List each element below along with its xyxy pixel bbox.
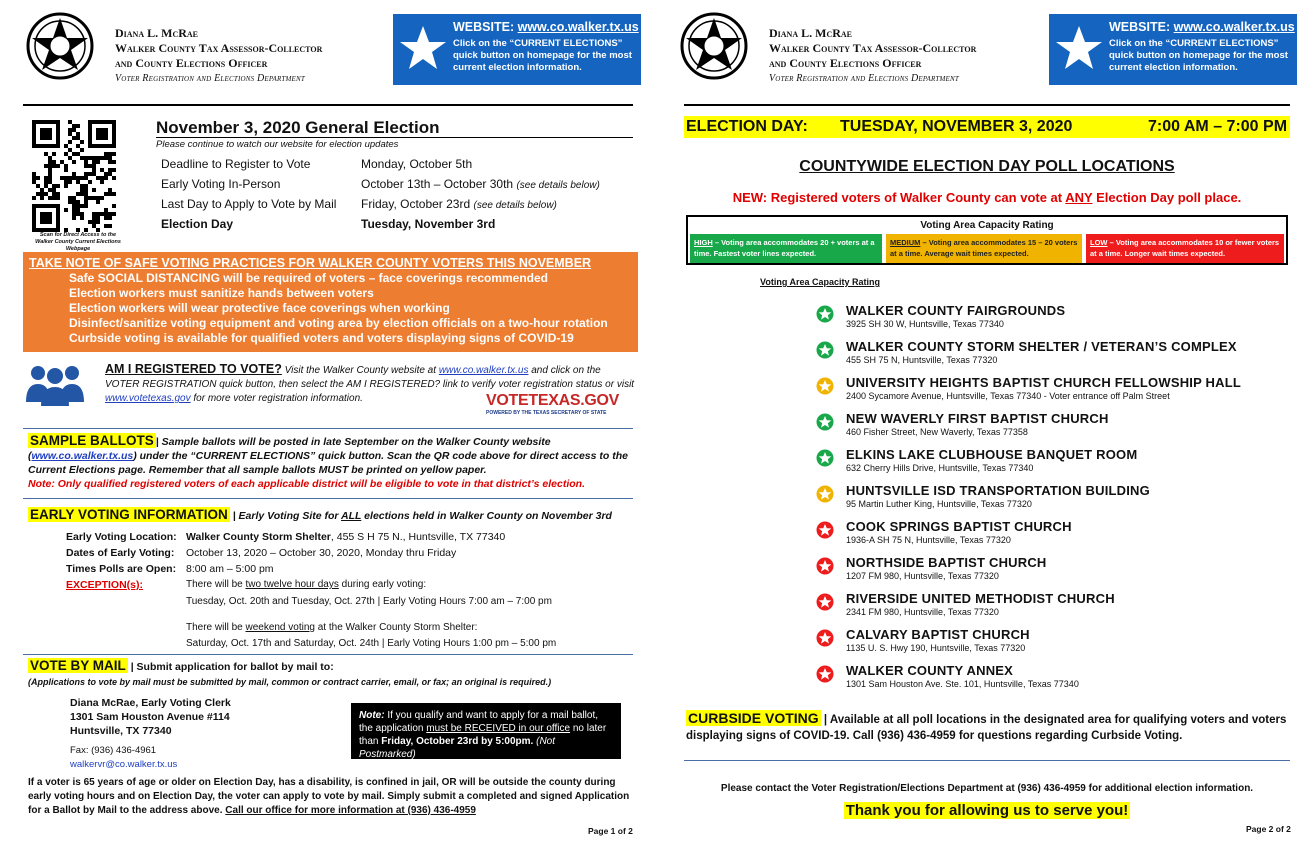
exception-line bbox=[186, 622, 477, 633]
poll-location-name: WALKER COUNTY FAIRGROUNDS bbox=[846, 303, 1066, 318]
date-value-text: Friday, October 23rd bbox=[361, 197, 471, 211]
am-registered-body: Visit the Walker County website at bbox=[284, 365, 437, 376]
early-row-label: Times Polls are Open: bbox=[66, 563, 177, 575]
poll-location bbox=[846, 339, 1314, 366]
website-label: WEBSITE: bbox=[453, 20, 515, 34]
countywide-title: COUNTYWIDE ELECTION DAY POLL LOCATIONS bbox=[799, 158, 1175, 175]
poll-location-address: 1936-A SH 75 N, Huntsville, Texas 77320 bbox=[846, 535, 1011, 545]
official-title-2: and County Elections Officer bbox=[769, 56, 922, 70]
capacity-low-label: LOW bbox=[1090, 238, 1108, 247]
date-value-text: Tuesday, November 3rd bbox=[361, 217, 496, 231]
safety-title: TAKE NOTE OF SAFE VOTING PRACTICES FOR WALKER COUNTY VOTERS THIS NOVEMBER bbox=[29, 256, 592, 270]
qr-caption: Scan for Direct Access to the Walker County Current Elections Webpage bbox=[35, 232, 121, 252]
poll-location bbox=[846, 627, 1314, 654]
eligibility-body: If a voter is 65 years of age or older on Election Day, has a disability, is confined in jail, OR will be outside the county during early voting hours and on Election Day, the voter can apply to vote by mail. Simply submit a completed and signed Application for a Ballot by Mail to the address above. bbox=[28, 777, 630, 816]
department: Voter Registration and Elections Department bbox=[115, 73, 305, 84]
rating-star-icon bbox=[816, 557, 834, 575]
thanks-row bbox=[672, 802, 1302, 820]
website-box[interactable] bbox=[393, 14, 641, 85]
poll-location-name: NORTHSIDE BAPTIST CHURCH bbox=[846, 555, 1047, 570]
exception-line: Saturday, Oct. 17th and Saturday, Oct. 24th | Early Voting Hours 1:00 pm – 5:00 pm bbox=[186, 638, 557, 649]
new-notice bbox=[672, 190, 1302, 205]
star-icon bbox=[399, 24, 447, 72]
poll-location bbox=[846, 555, 1314, 582]
rating-star-icon bbox=[816, 341, 834, 359]
early-voting-heading-row bbox=[28, 508, 633, 523]
exception-text: weekend voting bbox=[245, 622, 315, 633]
new-notice-any: ANY bbox=[1065, 190, 1093, 205]
am-registered-body: and click on the VOTER REGISTRATION quick button, then select the AM I REGISTERED? link to verify voter registration status or visit bbox=[105, 365, 635, 390]
note-label: Note: bbox=[359, 710, 385, 721]
poll-location-name: ELKINS LAKE CLUBHOUSE BANQUET ROOM bbox=[846, 447, 1138, 462]
title-divider bbox=[156, 137, 633, 138]
am-registered-body: for more voter registration information. bbox=[193, 393, 363, 404]
page-number: Page 2 of 2 bbox=[1246, 824, 1291, 834]
website-note: Click on the “CURRENT ELECTIONS” quick button on homepage for the most current election information. bbox=[453, 38, 632, 73]
poll-location-name: COOK SPRINGS BAPTIST CHURCH bbox=[846, 519, 1072, 534]
official-name: Diana L. McRae bbox=[769, 26, 852, 40]
date-label: Early Voting In-Person bbox=[161, 177, 281, 191]
early-location-address: , 455 S H 75 N., Huntsville, TX 77340 bbox=[330, 531, 506, 543]
header-divider bbox=[23, 104, 633, 106]
sample-ballots-section bbox=[28, 434, 633, 491]
safety-box bbox=[23, 252, 638, 352]
rating-star-icon bbox=[816, 485, 834, 503]
exceptions-label: EXCEPTION(s): bbox=[66, 579, 144, 591]
star-icon bbox=[1055, 24, 1103, 72]
rating-star-icon bbox=[816, 413, 834, 431]
header-divider bbox=[684, 104, 1290, 106]
note-deadline: Friday, October 23rd by 5:00pm. bbox=[381, 736, 534, 747]
rating-star-icon bbox=[816, 665, 834, 683]
votetexas-logo-text: VOTETEXAS.GOV bbox=[486, 392, 620, 409]
election-day-date: TUESDAY, NOVEMBER 3, 2020 bbox=[840, 118, 1073, 135]
official-title-1: Walker County Tax Assessor-Collector bbox=[115, 41, 323, 55]
early-row-value: October 13, 2020 – October 30, 2020, Monday thru Friday bbox=[186, 547, 457, 559]
poll-location-address: 2400 Sycamore Avenue, Huntsville, Texas 77340 - Voter entrance off Palm Street bbox=[846, 391, 1170, 401]
poll-location-address: 95 Martin Luther King, Huntsville, Texas 77320 bbox=[846, 499, 1032, 509]
exception-text: There will be bbox=[186, 579, 246, 590]
date-label: Last Day to Apply to Vote by Mail bbox=[161, 197, 337, 211]
early-row-value bbox=[186, 531, 505, 543]
header-text bbox=[115, 26, 322, 86]
safety-item: Curbside voting is available for qualified voters and voters displaying signs of COVID-19 bbox=[69, 331, 574, 345]
exception-line bbox=[186, 579, 426, 590]
safety-item: Election workers must sanitize hands between voters bbox=[69, 286, 374, 300]
thanks-text: Thank you for allowing us to serve you! bbox=[845, 802, 1129, 819]
curbside-heading: CURBSIDE VOTING bbox=[688, 710, 819, 726]
mail-contact bbox=[70, 744, 177, 772]
sample-ballots-heading: SAMPLE BALLOTS bbox=[30, 433, 154, 448]
section-divider bbox=[23, 428, 633, 429]
date-value-text: October 13th – October 30th bbox=[361, 177, 514, 191]
qr-code-icon[interactable] bbox=[32, 120, 116, 232]
section-divider bbox=[23, 498, 633, 499]
note-text: must be RECEIVED in our office bbox=[426, 723, 571, 734]
election-day-bar bbox=[684, 116, 1290, 138]
election-day-hours: 7:00 AM – 7:00 PM bbox=[1148, 118, 1288, 135]
date-label: Election Day bbox=[161, 217, 234, 231]
early-voting-sub: elections held in Walker County on November 3rd bbox=[361, 510, 612, 522]
poll-location-name: RIVERSIDE UNITED METHODIST CHURCH bbox=[846, 591, 1115, 606]
new-notice-text: Election Day poll place. bbox=[1092, 190, 1242, 205]
vote-by-mail-note: (Applications to vote by mail must be submitted by mail, common or contract carrier, email, or fax; an original is required.) bbox=[28, 677, 552, 687]
poll-location-name: HUNTSVILLE ISD TRANSPORTATION BUILDING bbox=[846, 483, 1150, 498]
county-seal-icon bbox=[680, 12, 748, 80]
poll-location-name: UNIVERSITY HEIGHTS BAPTIST CHURCH FELLOWSHIP HALL bbox=[846, 375, 1242, 390]
vote-by-mail-heading-row bbox=[28, 659, 633, 674]
page-number: Page 1 of 2 bbox=[588, 826, 633, 836]
date-value bbox=[361, 197, 557, 211]
contact-text: Please contact the Voter Registration/Elections Department at (936) 436-4959 for additional election information. bbox=[720, 783, 1254, 794]
early-voting-heading: EARLY VOTING INFORMATION bbox=[30, 507, 228, 522]
website-box[interactable] bbox=[1049, 14, 1297, 85]
early-row-label: Early Voting Location: bbox=[66, 531, 177, 543]
exception-text: at the Walker County Storm Shelter: bbox=[314, 622, 478, 633]
capacity-high-text: – Voting area accommodates 20 + voters at a time. Fastest voter lines expected. bbox=[694, 238, 875, 258]
poll-location-address: 1135 U. S. Hwy 190, Huntsville, Texas 77320 bbox=[846, 643, 1026, 653]
page-2 bbox=[672, 0, 1312, 863]
early-voting-sub: | Early Voting Site for bbox=[232, 510, 342, 522]
capacity-high-label: HIGH bbox=[694, 238, 713, 247]
mail-eligibility-text bbox=[28, 776, 638, 818]
capacity-low-text: – Voting area accommodates 10 or fewer voters at a time. Longer wait times expected. bbox=[1090, 238, 1280, 258]
capacity-medium-label: MEDIUM bbox=[890, 238, 921, 247]
mail-address-line: 1301 Sam Houston Avenue #114 bbox=[70, 711, 230, 723]
exception-line: Tuesday, Oct. 20th and Tuesday, Oct. 27th | Early Voting Hours 7:00 am – 7:00 pm bbox=[186, 596, 552, 607]
exception-text: two twelve hour days bbox=[245, 579, 339, 590]
people-icon bbox=[24, 362, 86, 406]
date-value-text: Monday, October 5th bbox=[361, 157, 473, 171]
poll-location-address: 3925 SH 30 W, Huntsville, Texas 77340 bbox=[846, 319, 1004, 329]
call-office-link[interactable]: Call our office for more information at (936) 436-4959 bbox=[225, 805, 476, 816]
poll-location bbox=[846, 663, 1314, 690]
county-seal-icon bbox=[26, 12, 94, 80]
exception-text: during early voting: bbox=[338, 579, 427, 590]
mail-deadline-note bbox=[351, 703, 621, 759]
poll-location-name: WALKER COUNTY STORM SHELTER / VETERAN’S COMPLEX bbox=[846, 339, 1237, 354]
rating-star-icon bbox=[816, 521, 834, 539]
poll-location-name: CALVARY BAPTIST CHURCH bbox=[846, 627, 1030, 642]
website-label: WEBSITE: bbox=[1109, 20, 1171, 34]
poll-location-address: 1207 FM 980, Huntsville, Texas 77320 bbox=[846, 571, 999, 581]
mail-address-line: Huntsville, TX 77340 bbox=[70, 725, 172, 737]
vote-by-mail-sub: | Submit application for ballot by mail to: bbox=[130, 661, 334, 673]
poll-location-address: 632 Cherry Hills Drive, Huntsville, Texas 77340 bbox=[846, 463, 1034, 473]
email-link[interactable]: walkervr@co.walker.tx.us bbox=[70, 759, 178, 770]
safety-item: Safe SOCIAL DISTANCING will be required of voters – face coverings recommended bbox=[69, 271, 549, 285]
poll-location bbox=[846, 519, 1314, 546]
note-text: If you qualify and want to apply for a mail ballot, the application bbox=[359, 710, 599, 734]
mail-address bbox=[70, 696, 231, 738]
date-value bbox=[361, 157, 472, 171]
county-website-link[interactable]: www.co.walker.tx.us bbox=[438, 365, 529, 376]
website-link[interactable]: www.co.walker.tx.us bbox=[1173, 20, 1295, 34]
mail-address-line: Diana McRae, Early Voting Clerk bbox=[70, 697, 231, 709]
safety-item: Election workers will wear protective face coverings when working bbox=[69, 301, 450, 315]
date-value bbox=[361, 217, 495, 231]
fax-number: Fax: (936) 436-4961 bbox=[70, 745, 157, 756]
exception-text: There will be bbox=[186, 622, 246, 633]
note-text: (Not Postmarked) bbox=[359, 736, 556, 760]
website-note: Click on the “CURRENT ELECTIONS” quick button on homepage for the most current election information. bbox=[1109, 38, 1288, 73]
capacity-rating-label: Voting Area Capacity Rating bbox=[760, 277, 881, 287]
page-1 bbox=[18, 0, 658, 863]
poll-location-name: NEW WAVERLY FIRST BAPTIST CHURCH bbox=[846, 411, 1109, 426]
poll-location-address: 1301 Sam Houston Ave. Ste. 101, Huntsville, Texas 77340 bbox=[846, 679, 1079, 689]
election-subtitle: Please continue to watch our website for election updates bbox=[156, 139, 399, 150]
sample-ballots-link[interactable]: www.co.walker.tx.us bbox=[31, 450, 134, 462]
votetexas-logo-sub: POWERED BY THE TEXAS SECRETARY OF STATE bbox=[486, 410, 607, 416]
election-title: November 3, 2020 General Election bbox=[156, 118, 440, 137]
official-title-1: Walker County Tax Assessor-Collector bbox=[769, 41, 977, 55]
votetexas-link[interactable]: www.votetexas.gov bbox=[105, 393, 191, 404]
poll-location bbox=[846, 303, 1314, 330]
capacity-rating-title: Voting Area Capacity Rating bbox=[920, 220, 1054, 231]
rating-star-icon bbox=[816, 305, 834, 323]
new-notice-text: NEW: Registered voters of Walker County can vote at bbox=[732, 190, 1066, 205]
am-registered-heading: AM I REGISTERED TO VOTE? bbox=[105, 362, 282, 376]
capacity-rating-box bbox=[686, 215, 1288, 265]
early-voting-sub-all: ALL bbox=[341, 510, 362, 522]
header-text bbox=[769, 26, 976, 86]
sample-ballots-text: ) under the “CURRENT ELECTIONS” quick button. Scan the QR code above for direct access to the Current Elections page. Remember that all sample ballots MUST be printed on yellow paper. bbox=[28, 450, 628, 476]
official-name: Diana L. McRae bbox=[115, 26, 198, 40]
vote-by-mail-heading: VOTE BY MAIL bbox=[30, 658, 126, 673]
date-value bbox=[361, 177, 600, 191]
curbside-section bbox=[686, 710, 1292, 744]
date-note: (see details below) bbox=[516, 180, 600, 191]
early-location-name: Walker County Storm Shelter bbox=[186, 531, 331, 543]
early-row-value: 8:00 am – 5:00 pm bbox=[186, 563, 274, 575]
poll-location-address: 460 Fisher Street, New Waverly, Texas 77358 bbox=[846, 427, 1028, 437]
poll-location bbox=[846, 483, 1314, 510]
department: Voter Registration and Elections Department bbox=[769, 73, 959, 84]
election-day-label: ELECTION DAY: bbox=[686, 118, 808, 135]
capacity-medium-text: – Voting area accommodates 15 – 20 voters at a time. Average wait times expected. bbox=[890, 238, 1078, 258]
poll-location-address: 2341 FM 980, Huntsville, Texas 77320 bbox=[846, 607, 999, 617]
poll-location bbox=[846, 591, 1314, 618]
poll-location bbox=[846, 447, 1314, 474]
early-row-label: Dates of Early Voting: bbox=[66, 547, 175, 559]
sample-ballots-text: | Sample ballots will be posted in late September on the Walker County website ( bbox=[28, 436, 551, 462]
website-link[interactable]: www.co.walker.tx.us bbox=[517, 20, 639, 34]
safety-item: Disinfect/sanitize voting equipment and voting area by election officials on a two-hour rotation bbox=[69, 316, 608, 330]
poll-location bbox=[846, 375, 1314, 402]
date-note: (see details below) bbox=[473, 200, 557, 211]
section-divider bbox=[23, 654, 633, 655]
votetexas-logo[interactable] bbox=[486, 392, 646, 424]
rating-star-icon bbox=[816, 593, 834, 611]
official-title-2: and County Elections Officer bbox=[115, 56, 268, 70]
capacity-low bbox=[1086, 234, 1284, 263]
sample-ballots-note: Note: Only qualified registered voters of each applicable district will be eligible to vote in that district’s election. bbox=[28, 478, 586, 490]
rating-star-icon bbox=[816, 449, 834, 467]
poll-location-name: WALKER COUNTY ANNEX bbox=[846, 663, 1014, 678]
date-label: Deadline to Register to Vote bbox=[161, 157, 311, 171]
capacity-medium bbox=[886, 234, 1082, 263]
capacity-high bbox=[690, 234, 882, 263]
curbside-text: | Available at all poll locations in the designated area for qualifying voters and voters displaying signs of COVID-19. Call (936) 436-4959 for questions regarding Curbside Voting. bbox=[686, 714, 1287, 742]
note-text: no later than bbox=[359, 723, 607, 747]
poll-location bbox=[846, 411, 1314, 438]
rating-star-icon bbox=[816, 629, 834, 647]
poll-location-address: 455 SH 75 N, Huntsville, Texas 77320 bbox=[846, 355, 998, 365]
section-divider bbox=[684, 760, 1290, 761]
rating-star-icon bbox=[816, 377, 834, 395]
